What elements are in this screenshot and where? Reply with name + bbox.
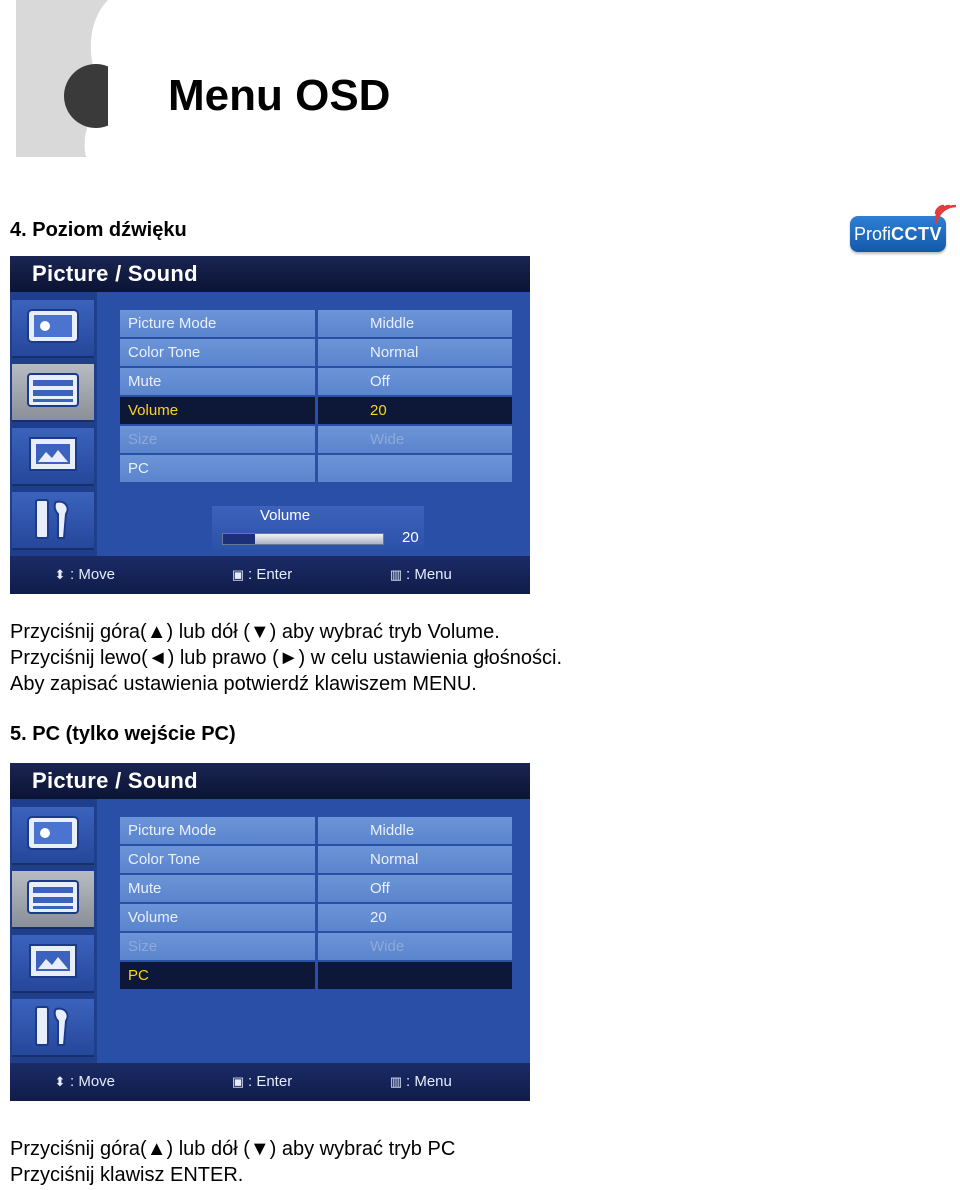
sound-settings-icon: [26, 370, 80, 410]
hint-move: [52, 1072, 115, 1092]
osd-row-picture-mode[interactable]: [120, 310, 512, 338]
picture-settings-icon: [26, 306, 80, 346]
osd-title: Picture / Sound: [32, 768, 198, 793]
osd-tab-picture[interactable]: [12, 300, 94, 358]
osd-row-value: Wide: [318, 933, 512, 960]
osd-row-label: Color Tone: [120, 846, 315, 873]
osd-row-label: Volume: [120, 397, 315, 424]
osd-row-value: Middle: [318, 310, 512, 337]
osd-row-label: PC: [120, 962, 315, 989]
enter-square-icon: ▣: [231, 1074, 245, 1089]
osd-row-pc[interactable]: [120, 962, 512, 990]
osd-screen-volume: [10, 256, 530, 594]
header-decoration: [16, 0, 108, 157]
osd-row-label: Picture Mode: [120, 817, 315, 844]
osd-sidebar: [10, 292, 97, 556]
picture-settings-icon: [26, 813, 80, 853]
osd-row-volume[interactable]: [120, 397, 512, 425]
display-icon: [26, 941, 80, 981]
osd-row-value: Normal: [318, 339, 512, 366]
osd-row-mute[interactable]: [120, 368, 512, 396]
osd-row-value: Middle: [318, 817, 512, 844]
logo-brand: CCTV: [891, 224, 942, 244]
osd-row-size: [120, 933, 512, 961]
hint-menu: [388, 1072, 452, 1092]
hint-enter-label: : Enter: [248, 1073, 293, 1090]
tools-icon: [26, 1005, 80, 1049]
up-down-arrow-icon: ⬍: [54, 1074, 66, 1089]
osd-title: Picture / Sound: [32, 261, 198, 286]
osd-row-label: PC: [120, 455, 315, 482]
osd-tab-picture-sound[interactable]: [12, 871, 94, 929]
up-down-arrow-icon: ⬍: [54, 567, 66, 582]
logo-text: [850, 216, 946, 252]
osd-row-color-tone[interactable]: [120, 846, 512, 874]
menu-grid-icon: ▥: [389, 567, 403, 582]
osd-tab-display[interactable]: [12, 935, 94, 993]
volume-slider[interactable]: [222, 533, 384, 545]
proficctv-logo: [846, 200, 958, 256]
volume-slider-fill: [223, 534, 255, 544]
osd-row-size: [120, 426, 512, 454]
osd-row-color-tone[interactable]: [120, 339, 512, 367]
osd-row-value: 20: [318, 397, 512, 424]
hint-enter: [230, 565, 292, 585]
osd-tab-tools[interactable]: [12, 492, 94, 550]
hint-menu: [388, 565, 452, 585]
section-5-heading: 5. PC (tylko wejście PC): [10, 723, 236, 745]
osd-tab-picture[interactable]: [12, 807, 94, 865]
osd-row-value: Normal: [318, 846, 512, 873]
instruction-line: Przyciśnij klawisz ENTER.: [10, 1164, 244, 1186]
osd-tab-display[interactable]: [12, 428, 94, 486]
signal-waves-icon: [934, 200, 958, 224]
hint-move: [52, 565, 115, 585]
osd-row-value: Wide: [318, 426, 512, 453]
logo-prefix: Profi: [853, 224, 891, 244]
hint-menu-label: : Menu: [406, 566, 452, 583]
osd-row-value: Off: [318, 368, 512, 395]
osd-row-label: Color Tone: [120, 339, 315, 366]
osd-sidebar: [10, 799, 97, 1063]
hint-menu-label: : Menu: [406, 1073, 452, 1090]
menu-grid-icon: ▥: [389, 1074, 403, 1089]
osd-row-value: Off: [318, 875, 512, 902]
osd-row-label: Mute: [120, 368, 315, 395]
osd-row-value: 20: [318, 904, 512, 931]
page-title: Menu OSD: [168, 71, 391, 120]
osd-row-label: Size: [120, 426, 315, 453]
osd-row-label: Volume: [120, 904, 315, 931]
osd-row-label: Picture Mode: [120, 310, 315, 337]
instruction-line: Przyciśnij góra(▲) lub dół (▼) aby wybrać tryb PC: [10, 1138, 456, 1160]
volume-slider-box: [212, 506, 424, 550]
instruction-line: Aby zapisać ustawienia potwierdź klawiszem MENU.: [10, 673, 477, 695]
tools-icon: [26, 498, 80, 542]
volume-slider-value: 20: [402, 529, 419, 546]
osd-row-label: Size: [120, 933, 315, 960]
osd-row-label: Mute: [120, 875, 315, 902]
hint-move-label: : Move: [70, 1073, 116, 1090]
enter-square-icon: ▣: [231, 567, 245, 582]
hint-enter-label: : Enter: [248, 566, 293, 583]
osd-tab-tools[interactable]: [12, 999, 94, 1057]
osd-tab-picture-sound[interactable]: [12, 364, 94, 422]
instruction-line: Przyciśnij góra(▲) lub dół (▼) aby wybrać tryb Volume.: [10, 621, 500, 643]
osd-row-picture-mode[interactable]: [120, 817, 512, 845]
hint-enter: [230, 1072, 292, 1092]
sound-settings-icon: [26, 877, 80, 917]
osd-footer: [10, 556, 530, 594]
osd-row-volume[interactable]: [120, 904, 512, 932]
osd-row-mute[interactable]: [120, 875, 512, 903]
instruction-line: Przyciśnij lewo(◄) lub prawo (►) w celu ustawienia głośności.: [10, 647, 563, 669]
hint-move-label: : Move: [70, 566, 116, 583]
osd-menu-panel: [120, 310, 512, 486]
section-4-heading: 4. Poziom dźwięku: [10, 219, 187, 241]
osd-menu-panel: [120, 817, 512, 993]
display-icon: [26, 434, 80, 474]
osd-footer: [10, 1063, 530, 1101]
osd-row-pc[interactable]: [120, 455, 512, 483]
volume-slider-label: Volume: [260, 507, 311, 524]
osd-screen-pc: [10, 763, 530, 1101]
osd-row-value: [318, 455, 512, 482]
osd-row-value: [318, 962, 512, 989]
